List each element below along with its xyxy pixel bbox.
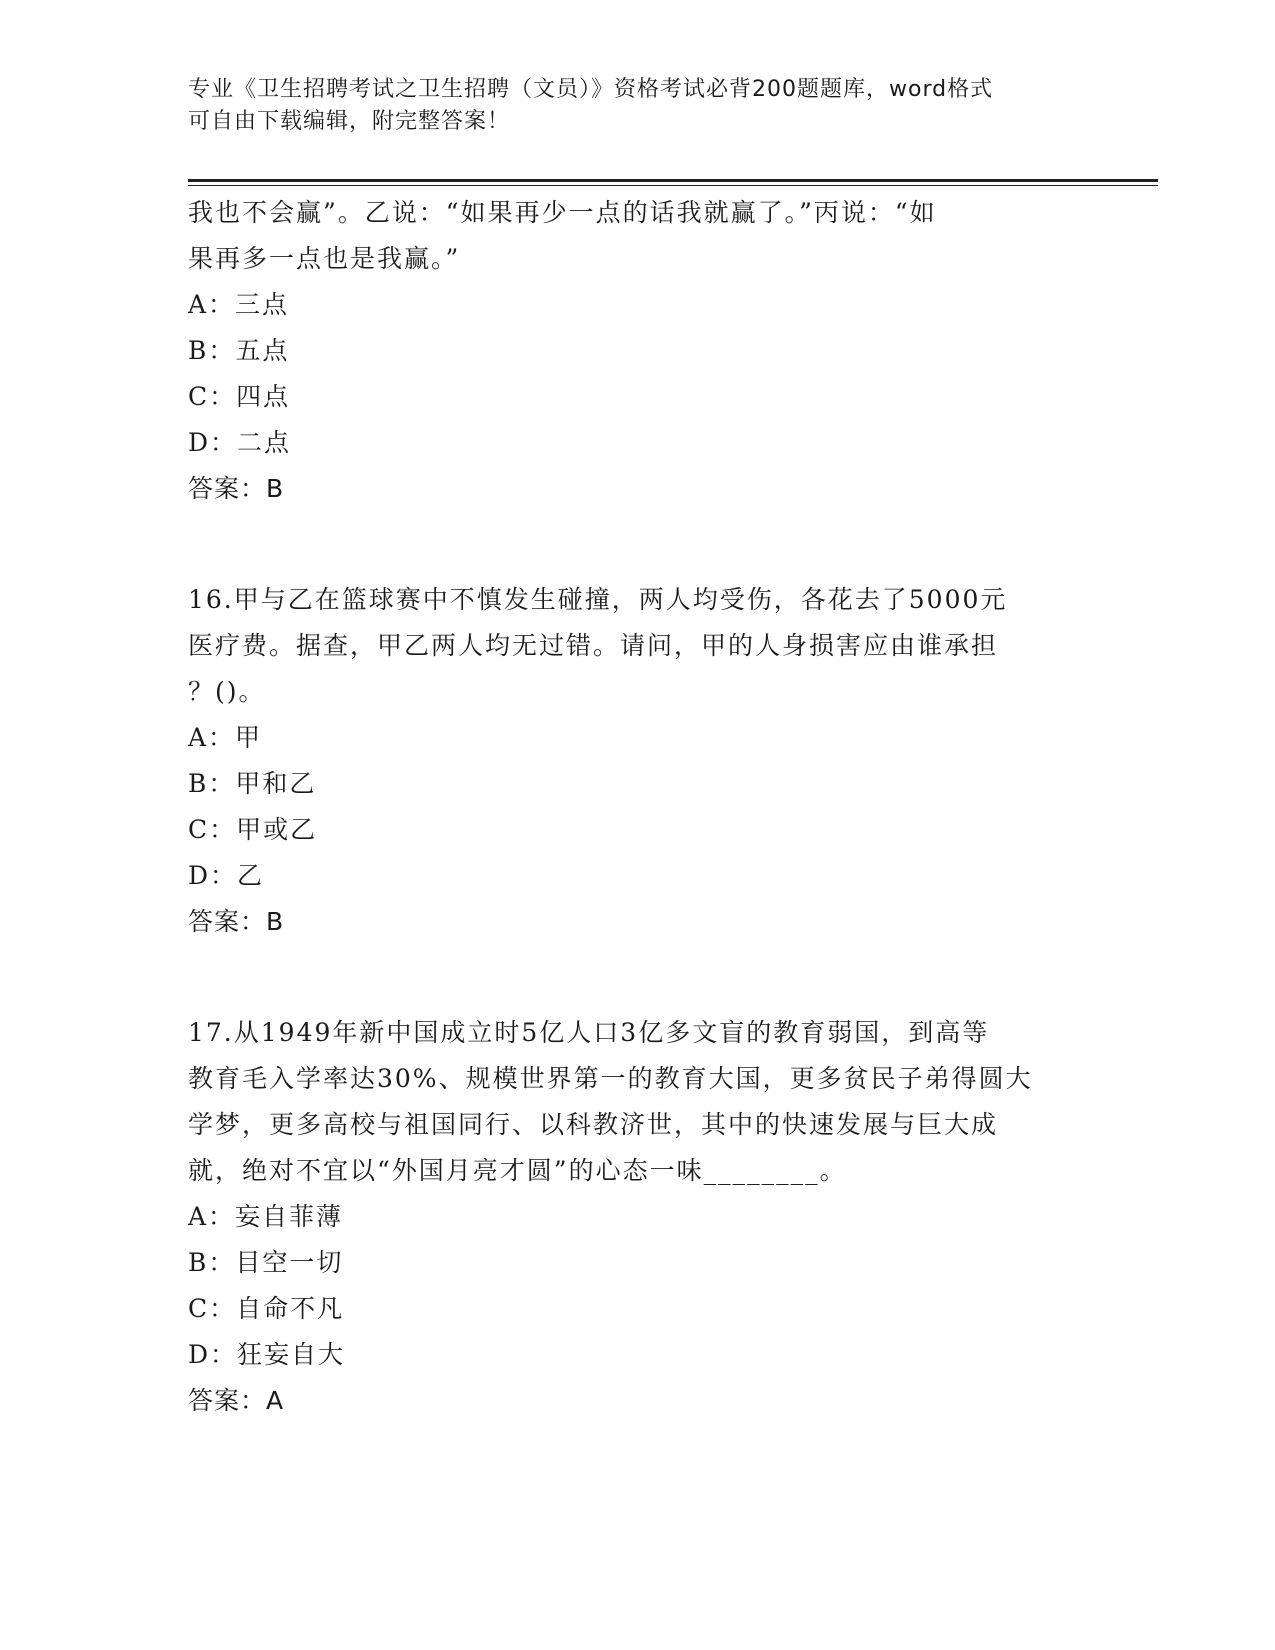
question-17-line-4: 就，绝对不宜以“外国月亮才圆”的心态一味________。 [188, 1156, 847, 1185]
question-17-option-c: C：自命不凡 [188, 1294, 345, 1323]
question-17-answer: 答案：A [188, 1386, 285, 1415]
question-15-answer: 答案：B [188, 474, 285, 503]
question-16 [188, 577, 1088, 945]
question-body [188, 190, 1088, 1424]
question-17-line-1: 17.从1949年新中国成立时5亿人口3亿多文盲的教育弱国，到高等 [188, 1018, 990, 1047]
question-15 [188, 190, 1088, 512]
question-17-option-a: A：妄自菲薄 [188, 1202, 344, 1231]
question-15-line-1: 我也不会赢”。乙说：“如果再少一点的话我就赢了。”丙说：“如 [188, 198, 937, 227]
question-15-option-c: C：四点 [188, 382, 291, 411]
question-15-option-b: B：五点 [188, 336, 290, 365]
question-16-option-b: B：甲和乙 [188, 769, 317, 798]
question-17-line-3: 学梦，更多高校与祖国同行、以科教济世，其中的快速发展与巨大成 [188, 1110, 999, 1139]
document-header [188, 74, 1088, 138]
question-15-option-a: A：三点 [188, 290, 290, 319]
question-16-option-c: C：甲或乙 [188, 815, 318, 844]
question-17-line-2: 教育毛入学率达30%、规模世界第一的教育大国，更多贫民子弟得圆大 [188, 1064, 1033, 1093]
header-divider-thick [188, 179, 1158, 182]
question-17-option-b: B：目空一切 [188, 1248, 344, 1277]
question-16-option-a: A：甲 [188, 723, 263, 752]
header-title-line-2: 可自由下载编辑，附完整答案！ [188, 109, 511, 134]
question-16-line-3: ？()。 [188, 677, 266, 706]
question-16-answer: 答案：B [188, 907, 285, 936]
question-17 [188, 1010, 1088, 1424]
header-divider-thin [188, 185, 1158, 186]
question-15-line-2: 果再多一点也是我赢。” [188, 244, 461, 273]
header-title-line-1: 专业《卫生招聘考试之卫生招聘（文员）》资格考试必背200题题库，word格式 [188, 77, 994, 102]
question-16-line-2: 医疗费。据查，甲乙两人均无过错。请问，甲的人身损害应由谁承担 [188, 631, 999, 660]
question-15-option-d: D：二点 [188, 428, 292, 457]
question-16-option-d: D：乙 [188, 861, 265, 890]
question-17-option-d: D：狂妄自大 [188, 1340, 346, 1369]
question-16-line-1: 16.甲与乙在篮球赛中不慎发生碰撞，两人均受伤，各花去了5000元 [188, 585, 1008, 614]
